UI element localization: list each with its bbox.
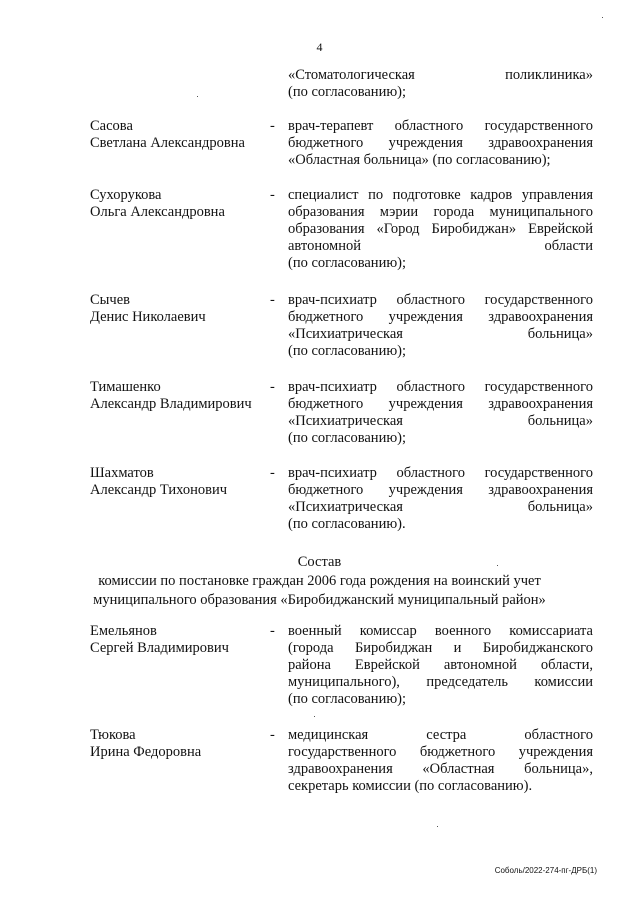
role-line: (по согласованию); — [288, 691, 407, 707]
role-line: здравоохранения «Областная больница», — [288, 761, 593, 777]
scan-speck — [197, 96, 198, 97]
role-line: бюджетного учреждения здравоохранения — [288, 396, 593, 412]
dash-separator: - — [270, 379, 275, 395]
role-line: (по согласованию); — [288, 255, 407, 271]
role-line: автономной области — [288, 238, 593, 254]
document-reference-code: Соболь/2022-274-пг-ДРБ(1) — [494, 866, 597, 875]
member-name — [90, 292, 275, 326]
dash-separator: - — [270, 465, 275, 481]
member-name — [90, 727, 275, 761]
member-given-names: Александр Владимирович — [90, 396, 252, 412]
member-surname: Емельянов — [90, 623, 157, 639]
role-line: (по согласованию); — [288, 343, 407, 359]
role-line: района Еврейской автономной области, — [288, 657, 593, 673]
member-given-names: Александр Тихонович — [90, 482, 227, 498]
member-surname: Тимашенко — [90, 379, 161, 395]
member-role — [288, 379, 593, 447]
role-line: врач-психиатр областного государственного — [288, 465, 593, 481]
section-subtitle: муниципального образования «Биробиджанский муниципальный район» — [93, 592, 546, 608]
role-line: военный комиссар военного комиссариата — [288, 623, 593, 639]
member-name — [90, 379, 275, 413]
member-surname: Тюкова — [90, 727, 136, 743]
role-line: муниципального), председатель комиссии — [288, 674, 593, 690]
role-line: (города Биробиджан и Биробиджанского — [288, 640, 593, 656]
member-name — [90, 118, 275, 152]
section-title: Состав — [297, 554, 342, 570]
section-heading — [0, 553, 639, 610]
scan-speck — [497, 565, 498, 566]
role-line: образования «Город Биробиджан» Еврейской — [288, 221, 593, 237]
role-line: «Психиатрическая больница» — [288, 499, 593, 515]
continuation-line: «Стоматологическая поликлиника» — [288, 67, 593, 83]
role-line: образования мэрии города муниципального — [288, 204, 593, 220]
member-name — [90, 623, 275, 657]
role-line: «Психиатрическая больница» — [288, 413, 593, 429]
role-line: «Областная больница» (по согласованию); — [288, 152, 551, 168]
member-name — [90, 465, 275, 499]
role-line: бюджетного учреждения здравоохранения — [288, 482, 593, 498]
role-line: врач-психиатр областного государственного — [288, 379, 593, 395]
role-line: (по согласованию); — [288, 430, 407, 446]
dash-separator: - — [270, 187, 275, 203]
dash-separator: - — [270, 118, 275, 134]
member-given-names: Ольга Александровна — [90, 204, 225, 220]
role-line: специалист по подготовке кадров управления — [288, 187, 593, 203]
member-given-names: Сергей Владимирович — [90, 640, 229, 656]
dash-separator: - — [270, 623, 275, 639]
role-line: врач-психиатр областного государственного — [288, 292, 593, 308]
section-subtitle: комиссии по постановке граждан 2006 года рождения на воинский учет — [98, 573, 541, 589]
dash-separator: - — [270, 292, 275, 308]
role-line: секретарь комиссии (по согласованию). — [288, 778, 533, 794]
role-line: «Психиатрическая больница» — [288, 326, 593, 342]
member-role — [288, 292, 593, 360]
scan-speck — [314, 716, 315, 717]
member-given-names: Светлана Александровна — [90, 135, 245, 151]
member-role — [288, 118, 593, 169]
member-given-names: Денис Николаевич — [90, 309, 206, 325]
member-surname: Сухорукова — [90, 187, 162, 203]
role-line: бюджетного учреждения здравоохранения — [288, 309, 593, 325]
member-role — [288, 465, 593, 533]
member-surname: Шахматов — [90, 465, 154, 481]
member-given-names: Ирина Федоровна — [90, 744, 202, 760]
page-number: 4 — [316, 40, 323, 54]
member-role — [288, 623, 593, 708]
scan-speck — [437, 826, 438, 827]
member-surname: Сычев — [90, 292, 130, 308]
member-surname: Сасова — [90, 118, 133, 134]
continuation-line: (по согласованию); — [288, 84, 407, 100]
role-line: (по согласованию). — [288, 516, 406, 532]
member-role — [288, 187, 593, 272]
member-role — [288, 727, 593, 795]
role-line: бюджетного учреждения здравоохранения — [288, 135, 593, 151]
role-line: медицинская сестра областного — [288, 727, 593, 743]
role-line: государственного бюджетного учреждения — [288, 744, 593, 760]
member-name — [90, 187, 275, 221]
scan-speck — [602, 17, 603, 18]
dash-separator: - — [270, 727, 275, 743]
continuation-text — [288, 67, 593, 101]
role-line: врач-терапевт областного государственного — [288, 118, 593, 134]
